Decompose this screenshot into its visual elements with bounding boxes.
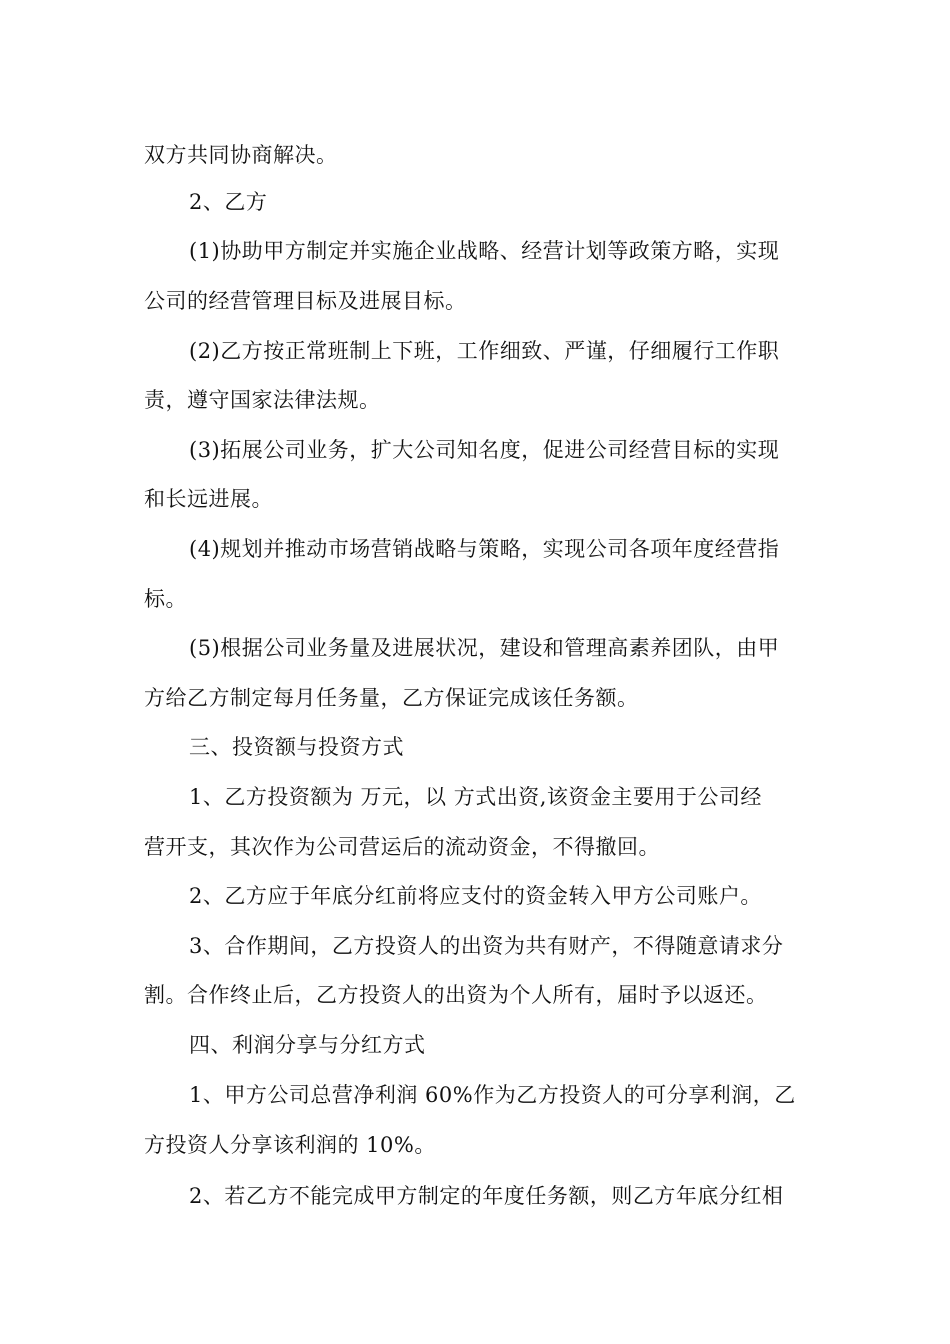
- paragraph-line: 营开支，其次作为公司营运后的流动资金，不得撤回。: [144, 835, 660, 859]
- paragraph-line: 方给乙方制定每月任务量，乙方保证完成该任务额。: [144, 686, 639, 710]
- section-heading: 2、乙方: [189, 190, 268, 214]
- paragraph-line: 割。合作终止后，乙方投资人的出资为个人所有，届时予以返还。: [144, 983, 768, 1007]
- paragraph-line: 1、甲方公司总营净利润 60%作为乙方投资人的可分享利润，乙: [189, 1083, 796, 1107]
- paragraph-line: (2)乙方按正常班制上下班，工作细致、严谨，仔细履行工作职: [189, 339, 780, 363]
- paragraph-line: (5)根据公司业务量及进展状况，建设和管理高素养团队，由甲: [189, 636, 780, 660]
- paragraph-line: 和长远进展。: [144, 487, 273, 511]
- paragraph-line: 1、乙方投资额为 万元，以 方式出资,该资金主要用于公司经: [189, 785, 762, 809]
- paragraph-line: (3)拓展公司业务，扩大公司知名度，促进公司经营目标的实现: [189, 438, 780, 462]
- section-heading: 四、利润分享与分红方式: [189, 1033, 426, 1057]
- paragraph-line: 标。: [144, 587, 187, 611]
- paragraph-line: (1)协助甲方制定并实施企业战略、经营计划等政策方略，实现: [189, 239, 780, 263]
- paragraph-line: 3、合作期间，乙方投资人的出资为共有财产，不得随意请求分: [189, 934, 784, 958]
- paragraph-line: 2、若乙方不能完成甲方制定的年度任务额，则乙方年底分红相: [189, 1184, 784, 1208]
- paragraph-line: (4)规划并推动市场营销战略与策略，实现公司各项年度经营指: [189, 537, 780, 561]
- paragraph-line: 方投资人分享该利润的 10%。: [144, 1133, 436, 1157]
- paragraph-line: 责，遵守国家法律法规。: [144, 388, 381, 412]
- paragraph-line: 双方共同协商解决。: [144, 143, 338, 167]
- paragraph-line: 公司的经营管理目标及进展目标。: [144, 289, 467, 313]
- section-heading: 三、投资额与投资方式: [189, 735, 404, 759]
- paragraph-line: 2、乙方应于年底分红前将应支付的资金转入甲方公司账户。: [189, 884, 762, 908]
